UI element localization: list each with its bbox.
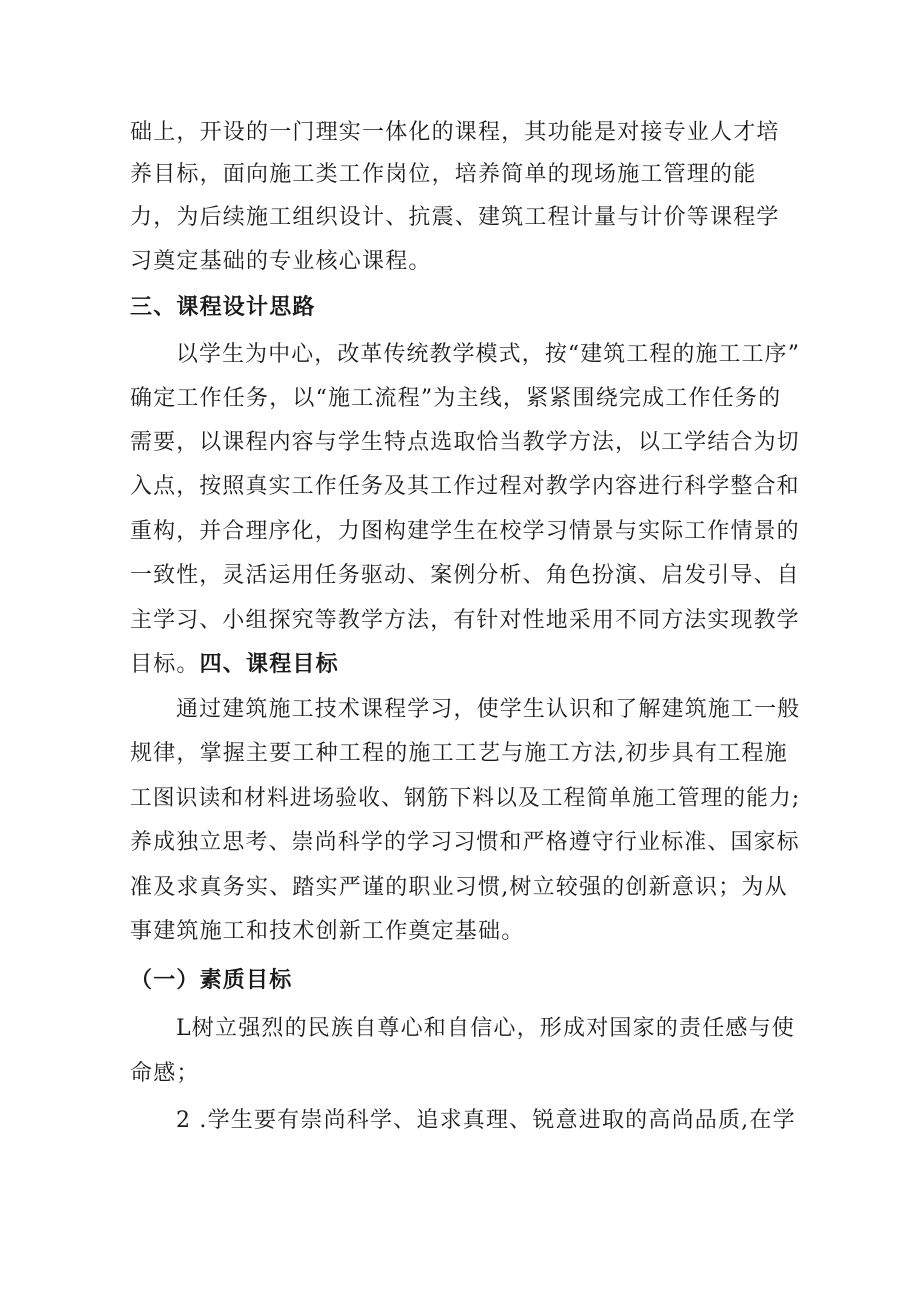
para-line: 需要，以课程内容与学生特点选取恰当教学方法，以工学结合为切 [130, 430, 800, 455]
para-line: 目标。 [130, 652, 200, 677]
para-line: 一致性，灵活运用任务驱动、案例分析、角色扮演、启发引导、自 [130, 563, 800, 588]
para-line: 入点，按照真实工作任务及其工作过程对教学内容进行科学整合和 [130, 474, 800, 499]
para-line: 养成独立思考、崇尚科学的学习习惯和严格遵守行业标准、国家标 [130, 830, 800, 855]
para-line: L树立强烈的民族自尊心和自信心，形成对国家的责任感与使 [176, 1016, 796, 1041]
para-line: 础上，开设的一门理实一体化的课程，其功能是对接专业人才培 [130, 120, 780, 145]
subsection-heading: （一）素质目标 [130, 968, 293, 993]
para-line: 重构，并合理序化，力图构建学生在校学习情景与实际工作情景的 [130, 519, 800, 544]
para-line: 准及求真务实、踏实严谨的职业习惯,树立较强的创新意识；为从 [130, 875, 788, 900]
para-line: 通过建筑施工技术课程学习，使学生认识和了解建筑施工一般 [176, 697, 801, 722]
mixed-line [130, 650, 339, 680]
para-line: 命感； [130, 1061, 200, 1086]
para-line: 规律，掌握主要工种工程的施工工艺与施工方法,初步具有工程施 [130, 741, 788, 766]
para-line: 主学习、小组探究等教学方法，有针对性地采用不同方法实现教学 [130, 608, 800, 633]
para-line: 2 .学生要有崇尚科学、追求真理、锐意进取的高尚品质,在学 [176, 1108, 796, 1133]
para-line: 力，为后续施工组织设计、抗震、建筑工程计量与计价等课程学 [130, 205, 780, 230]
section-heading: 四、课程目标 [199, 652, 339, 677]
para-line: 事建筑施工和技术创新工作奠定基础。 [130, 919, 525, 944]
para-line: 习奠定基础的专业核心课程。 [130, 249, 432, 274]
section-heading: 三、课程设计思路 [130, 295, 316, 320]
para-line: 养目标，面向施工类工作岗位，培养简单的现场施工管理的能 [130, 162, 757, 187]
para-line: 以学生为中心，改革传统教学模式，按“建筑工程的施工工序” [176, 342, 801, 367]
para-line: 工图识读和材料进场验收、钢筋下料以及工程简单施工管理的能力; [130, 786, 801, 811]
para-line: 确定工作任务，以“施工流程”为主线，紧紧围绕完成工作任务的 [130, 386, 782, 411]
